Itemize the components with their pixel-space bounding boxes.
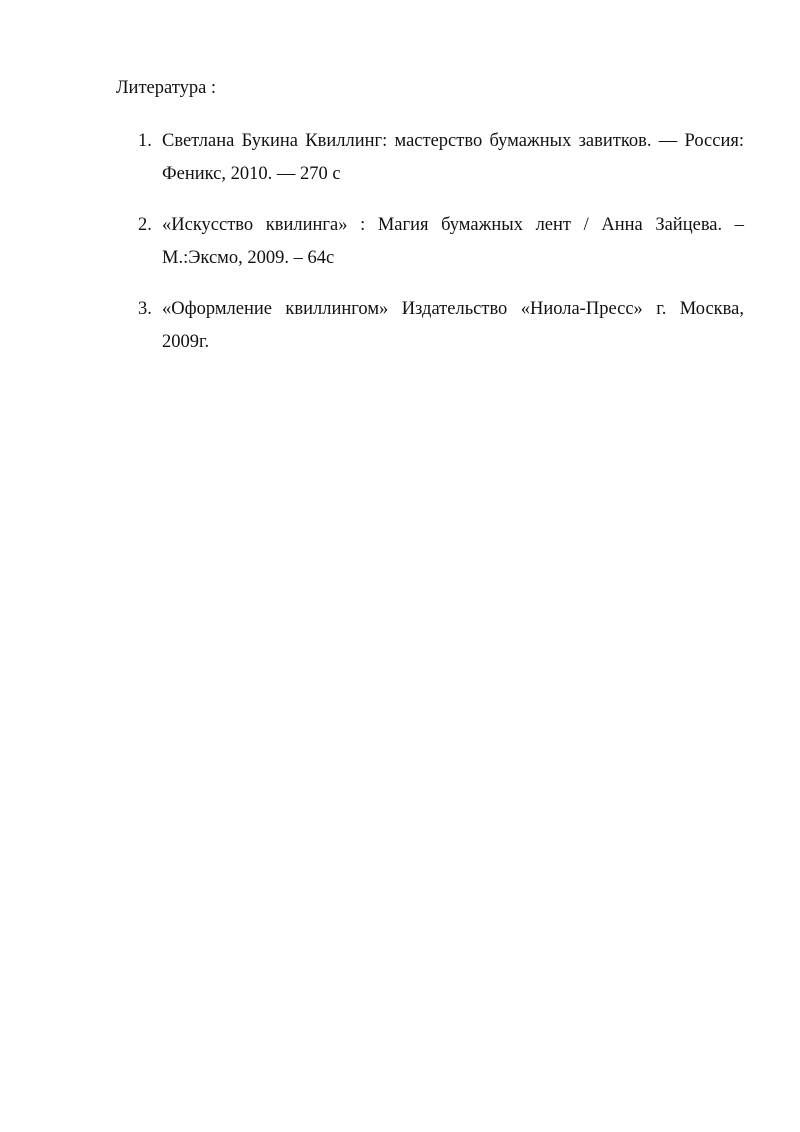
reference-item <box>138 293 744 359</box>
reference-item <box>138 125 744 191</box>
reference-number: 1. <box>138 131 152 151</box>
reference-item <box>138 209 744 275</box>
bibliography-heading: Литература : <box>116 78 217 98</box>
reference-number: 2. <box>138 215 152 235</box>
reference-number: 3. <box>138 299 152 319</box>
reference-text: Светлана Букина Квиллинг: мастерство бумажных завитков. — Россия: Феникс, 2010. — 270 с <box>162 131 744 184</box>
reference-text: «Искусство квилинга» : Магия бумажных лент / Анна Зайцева. – М.:Эксмо, 2009. – 64с <box>162 215 744 268</box>
reference-list <box>138 125 744 377</box>
reference-text: «Оформление квиллингом» Издательство «Ниола-Пресс» г. Москва, 2009г. <box>162 299 744 352</box>
